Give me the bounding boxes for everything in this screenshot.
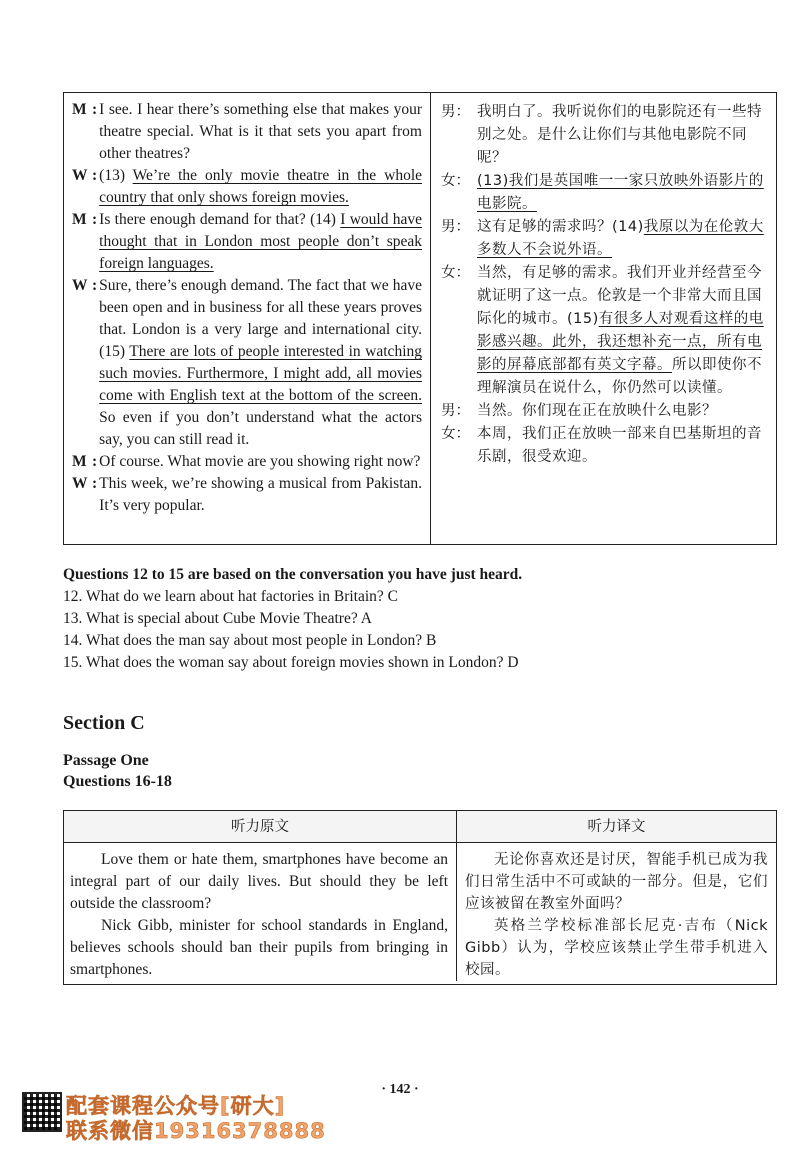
question-list (63, 586, 519, 674)
table-header (64, 811, 776, 843)
dialogue-chinese-column (431, 93, 776, 544)
speaker-label: W (72, 277, 88, 294)
qr-code-icon (22, 1092, 62, 1132)
dialogue-english-column (64, 93, 431, 544)
speaker-label: 男： (441, 403, 470, 419)
dialogue-turn: M : Of course. What movie are you showing right now? (72, 451, 422, 473)
turn-text: Sure, there’s enough demand. The fact that we have been open and in business for all these years proves that. London is a very large and international city. (15) There are lots of people interested in watching such movies. Furthermore, I might add, all movies come with English text at the bottom of the screen. So even if you don’t understand what the actors say, you can still read it. (99, 277, 422, 448)
turn-text: 当然。你们现在正在放映什么电影？ (477, 403, 717, 419)
turn-text: 本周，我们正在放映一部来自巴基斯坦的音乐剧，很受欢迎。 (477, 426, 762, 465)
dialogue-turn: M : Is there enough demand for that? (14) I would have thought that in London most people don’t speak foreign languages. (72, 209, 422, 275)
dialogue-turn (441, 423, 768, 469)
turn-text: 当然，有足够的需求。我们开业并经营至今就证明了这一点。伦敦是一个非常大而且国际化的城市。(15)有很多人对观看这样的电影感兴趣。此外，我还想补充一点，所有电影的屏幕底部都有英文字幕。所以即使你不理解演员在说什么，你仍然可以读懂。 (477, 265, 764, 396)
speaker-label: M (72, 453, 87, 470)
question-item: 14. What does the man say about most people in London? B (63, 632, 437, 649)
dialogue-table (63, 92, 777, 545)
speaker-label: W (72, 475, 88, 492)
questions-heading: Questions 12 to 15 are based on the conversation you have just heard. (63, 566, 523, 583)
turn-text: Is there enough demand for that? (14) I would have thought that in London most people don’t speak foreign languages. (99, 211, 423, 272)
dialogue-turn: M : I see. I hear there’s something else that makes your theatre special. What is it that sets you apart from other theatres? (72, 99, 422, 165)
section-title: Section C (63, 712, 145, 734)
paragraph: 无论你喜欢还是讨厌，智能手机已成为我们日常生活中不可或缺的一部分。但是，它们应该被留在教室外面吗？ (465, 852, 768, 912)
dialogue-turn: W : This week, we’re showing a musical from Pakistan. It’s very popular. (72, 473, 422, 517)
passage-title: Passage One (63, 752, 149, 769)
turn-text: 这有足够的需求吗？(14)我原以为在伦敦大多数人不会说外语。 (477, 219, 764, 258)
speaker-label: 女： (441, 426, 470, 442)
speaker-label: 男： (441, 104, 470, 120)
speaker-label: M (72, 101, 87, 118)
speaker-label: 女： (441, 265, 470, 281)
underlined-answer: 有很多人对观看这样的电影感兴趣。此外，我还想补充一点，所有电影的屏幕底部都有英文字幕。 (477, 311, 764, 373)
turn-text: Of course. What movie are you showing right now? (99, 453, 421, 470)
question-item: 15. What does the woman say about foreign movies shown in London? D (63, 654, 519, 671)
turn-text: 我明白了。我听说你们的电影院还有一些特别之处。是什么让你们与其他电影院不同呢？ (477, 104, 762, 166)
turn-text: I see. I hear there’s something else that makes your theatre special. What is it that sets you apart from other theatres? (99, 101, 422, 162)
passage-table (63, 810, 777, 985)
speaker-label: W (72, 167, 88, 184)
header-translation: 听力译文 (587, 819, 646, 835)
speaker-label: 女： (441, 173, 470, 189)
translation-text-cell (457, 843, 776, 981)
passage-questions: Questions 16-18 (63, 773, 172, 790)
dialogue-turn (441, 262, 768, 400)
paragraph: Nick Gibb, minister for school standards in England, believes schools should ban their pupils from bringing in smartphones. (70, 917, 448, 978)
dialogue-turn (441, 216, 768, 262)
question-item: 13. What is special about Cube Movie Theatre? A (63, 610, 372, 627)
underlined-answer: (13)我们是英国唯一一家只放映外语影片的电影院。 (477, 173, 764, 212)
page-number: · 142 · (381, 1082, 419, 1097)
header-original: 听力原文 (64, 811, 457, 842)
turn-text (477, 170, 768, 216)
dialogue-turn (441, 400, 768, 423)
dialogue-turn (441, 170, 768, 216)
dialogue-turn: W : Sure, there’s enough demand. The fact that we have been open and in business for all these years proves that. London is a very large and international city. (15) There are lots of people interested in watching such movies. Furthermore, I might add, all movies come with English text at the bottom of the screen. So even if you don’t understand what the actors say, you can still read it. (72, 275, 422, 451)
underlined-answer: 我原以为在伦敦大多数人不会说外语。 (477, 219, 764, 258)
watermark-line: 配套课程公众号[研大] (66, 1094, 286, 1118)
underlined-answer: We’re the only movie theatre in the whole country that only shows foreign movies. (99, 167, 423, 206)
speaker-label: 男： (441, 219, 470, 235)
paragraph: 英格兰学校标准部长尼克·吉布（Nick Gibb）认为，学校应该禁止学生带手机进入校园。 (465, 918, 768, 978)
underlined-answer: I would have thought that in London most people don’t speak foreign languages. (99, 211, 423, 272)
original-text-cell (64, 843, 457, 981)
paragraph: Love them or hate them, smartphones have become an integral part of our daily lives. But should they be left outside the classroom? (70, 851, 448, 912)
watermark-line: 联系微信19316378888 (66, 1119, 326, 1143)
turn-text: This week, we’re showing a musical from Pakistan. It’s very popular. (99, 475, 422, 514)
table-body (64, 843, 776, 981)
dialogue-turn (441, 101, 768, 170)
turn-text: (13) We’re the only movie theatre in the whole country that only shows foreign movies. (99, 167, 423, 206)
question-item: 12. What do we learn about hat factories in Britain? C (63, 588, 399, 605)
speaker-label: M (72, 211, 87, 228)
passage-heading (63, 750, 172, 792)
underlined-answer: There are lots of people interested in watching such movies. Furthermore, I might add, all movies come with English text at the bottom of the screen. (99, 343, 422, 404)
dialogue-turn: W : (13) We’re the only movie theatre in the whole country that only shows foreign movies. (72, 165, 422, 209)
